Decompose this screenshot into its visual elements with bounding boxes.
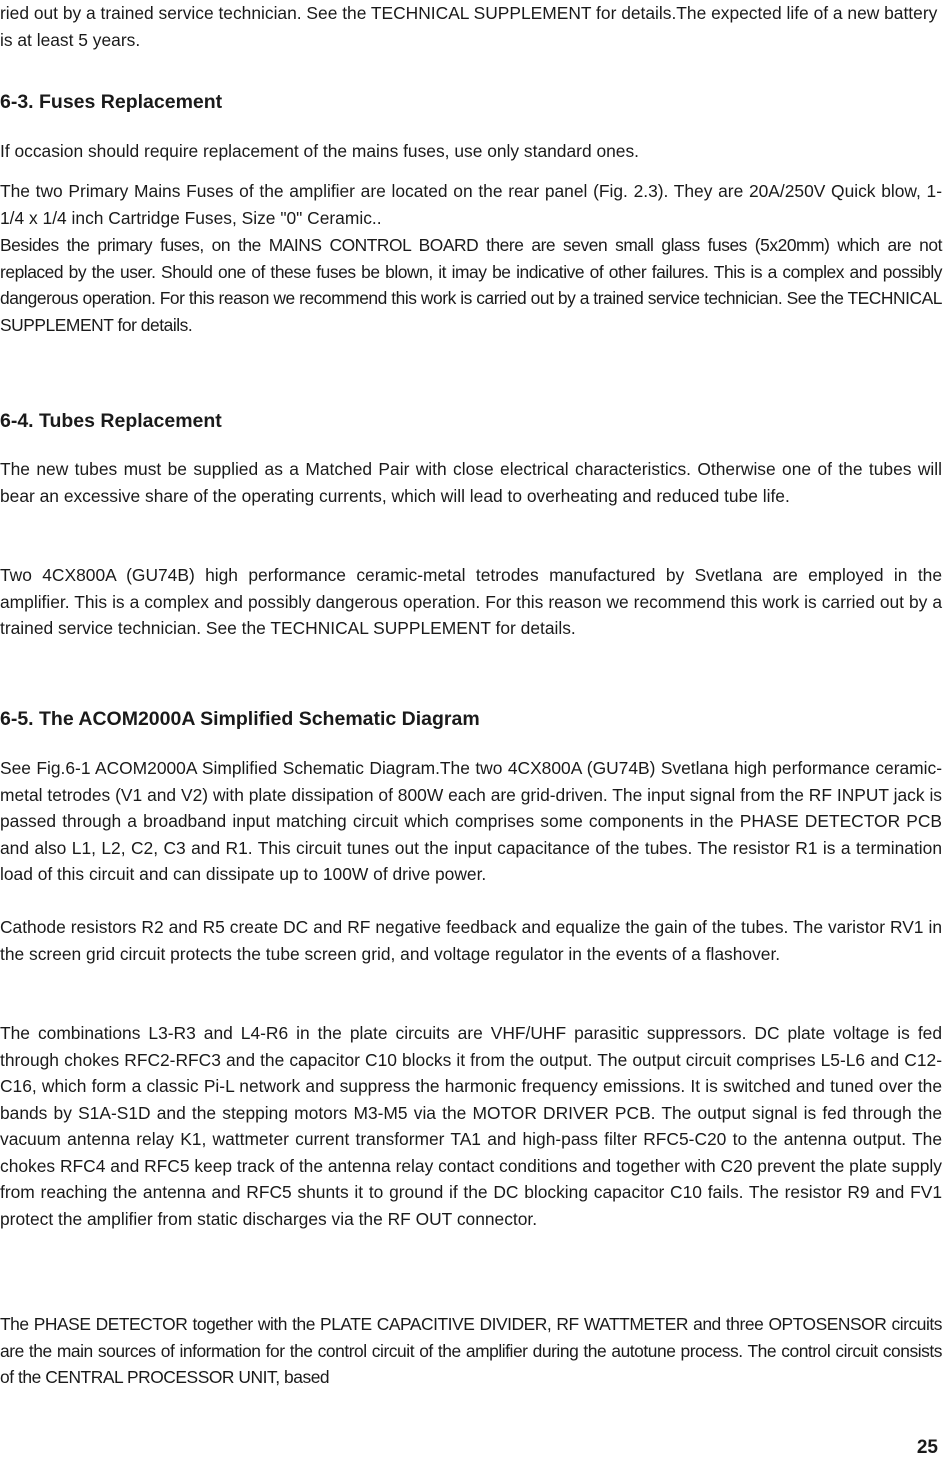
fuses-paragraph-2: The two Primary Mains Fuses of the amplifier are located on the rear panel (Fig. 2.3). They are 20A/250V Quick blow, 1-1/4 x 1/4 inch Cartridge Fuses, Size "0" Ceramic.. [0, 181, 942, 228]
tubes-paragraph-2: Two 4CX800A (GU74B) high performance ceramic-metal tetrodes manufactured by Svetlana are employed in the amplifier. This is a complex and possibly dangerous operation. For this reason we recommend this work is carried out by a trained service technician. See the TECHNICAL SUPPLEMENT for details. [0, 565, 942, 638]
schematic-paragraph-3: The combinations L3-R3 and L4-R6 in the plate circuits are VHF/UHF parasitic suppressors. DC plate voltage is fed through chokes RFC2-RFC3 and the capacitor C10 blocks it from the output. The output circuit comprises L5-L6 and C12-C16, which form a classic Pi-L network and suppress the harmonic frequency emissions. It is switched and tuned over the bands by S1A-S1D and the stepping motors M3-M5 via the MOTOR DRIVER PCB. The output signal is fed through the vacuum antenna relay K1, wattmeter current transformer TA1 and high-pass filter RFC5-C20 to the antenna output. The chokes RFC4 and RFC5 keep track of the antenna relay contact conditions and together with C20 prevent the plate supply from reaching the antenna and RFC5 shunts it to ground if the DC blocking capacitor C10 fails. The resistor R9 and FV1 protect the amplifier from static discharges via the RF OUT connector. [0, 1023, 942, 1229]
section-heading-schematic: 6-5. The ACOM2000A Simplified Schematic Diagram [0, 708, 480, 730]
schematic-paragraph-2: Cathode resistors R2 and R5 create DC and RF negative feedback and equalize the gain of the tubes. The varistor RV1 in the screen grid circuit protects the tube screen grid, and voltage regulator in the events of a flashover. [0, 917, 942, 964]
intro-paragraph: ried out by a trained service technician. See the TECHNICAL SUPPLEMENT for details.The expected life of a new battery is at least 5 years. [0, 3, 938, 50]
schematic-paragraph-1: See Fig.6-1 ACOM2000A Simplified Schematic Diagram.The two 4CX800A (GU74B) Svetlana high performance ceramic-metal tetrodes (V1 and V2) with plate dissipation of 800W each are grid-driven. The input signal from the RF INPUT jack is passed through a broadband input matching circuit which comprises some components in the PHASE DETECTOR PCB and also L1, L2, C2, C3 and R1. This circuit tunes out the input capacitance of the tubes. The resistor R1 is a termination load of this circuit and can dissipate up to 100W of drive power. [0, 758, 942, 884]
page-number: 25 [916, 1437, 938, 1458]
section-heading-fuses: 6-3. Fuses Replacement [0, 91, 223, 113]
fuses-paragraph-1: If occasion should require replacement of the mains fuses, use only standard ones. [0, 141, 639, 161]
fuses-paragraph-3: Besides the primary fuses, on the MAINS CONTROL BOARD there are seven small glass fuses (5x20mm) which are not replaced by the user. Should one of these fuses be blown, it imay be indicative of other failures. This is a complex and possibly dangerous operation. For this reason we recommend this work is carried out by a trained service technician. See the TECHNICAL SUPPLEMENT for details. [0, 235, 942, 335]
schematic-paragraph-4: The PHASE DETECTOR together with the PLATE CAPACITIVE DIVIDER, RF WATTMETER and three OPTOSENSOR circuits are the main sources of information for the control circuit of the amplifier during the autotune process. The control circuit consists of the CENTRAL PROCESSOR UNIT, based [0, 1314, 942, 1387]
tubes-paragraph-1: The new tubes must be supplied as a Matched Pair with close electrical characteristics. Otherwise one of the tubes will bear an excessive share of the operating currents, which will lead to overheating and reduced tube life. [0, 459, 942, 506]
section-heading-tubes: 6-4. Tubes Replacement [0, 410, 222, 432]
